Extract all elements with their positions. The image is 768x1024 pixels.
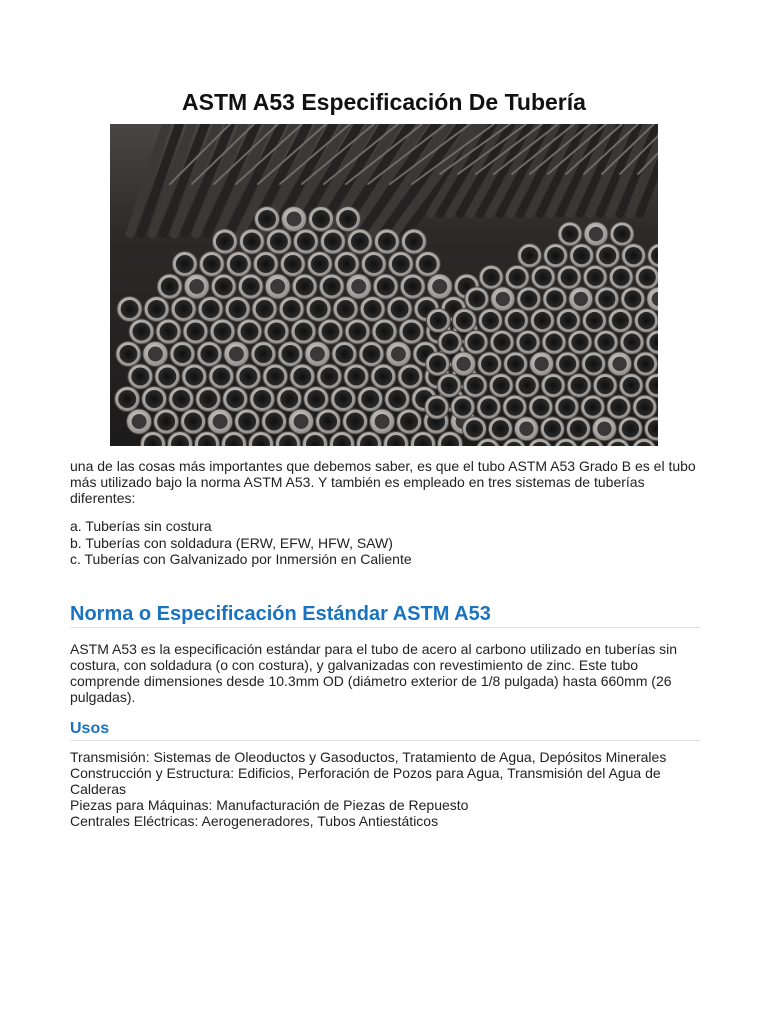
pipe-end-icon (373, 274, 398, 299)
uses-divider (70, 740, 700, 741)
pipe-end-icon (263, 364, 288, 389)
pipe-end-icon (568, 330, 592, 354)
pipe-end-icon (634, 352, 658, 376)
pipe-end-icon (517, 287, 541, 311)
pipe-end-icon (142, 387, 167, 412)
pipe-end-icon (360, 297, 385, 322)
pipe-end-icon (252, 297, 277, 322)
pipe-end-icon (582, 352, 606, 376)
pipe-end-icon (504, 352, 528, 376)
pipe-end-icon (155, 364, 180, 389)
pipe-end-icon (594, 330, 618, 354)
pipe-end-icon (210, 319, 235, 344)
pipe-end-icon (558, 222, 582, 246)
pipe-end-icon (633, 395, 657, 419)
pipe-end-icon (183, 319, 208, 344)
pipe-end-icon (592, 417, 616, 441)
pipe-end-icon (584, 222, 608, 246)
pipe-end-icon (277, 387, 302, 412)
pipe-end-icon (304, 387, 329, 412)
pipe-end-icon (358, 387, 383, 412)
pipe-end-icon (278, 342, 303, 367)
pipe-end-icon (225, 297, 250, 322)
pipe-end-icon (596, 244, 620, 268)
pipe-end-icon (129, 319, 154, 344)
pipe-end-icon (386, 342, 411, 367)
pipe-end-icon (157, 274, 182, 299)
pipe-end-icon (608, 352, 632, 376)
pipe-end-icon (265, 274, 290, 299)
list-item: Construcción y Estructura: Edificios, Perforación de Pozos para Agua, Transmisión del Agua de Calderas (70, 765, 661, 797)
pipe-end-icon (609, 265, 633, 289)
pipe-end-icon (172, 252, 197, 277)
pipe-end-icon (250, 387, 275, 412)
pipe-end-icon (208, 409, 233, 434)
pipe-end-icon (374, 229, 399, 254)
section-body (70, 641, 700, 705)
pipe-end-icon (282, 207, 307, 232)
pipe-end-icon (555, 395, 579, 419)
pipe-end-icon (438, 330, 462, 354)
pipe-end-icon (291, 319, 316, 344)
pipe-end-icon (154, 409, 179, 434)
pipe-end-icon (182, 364, 207, 389)
pipe-end-icon (595, 287, 619, 311)
list-item: Piezas para Máquinas: Manufacturación de Piezas de Repuesto (70, 797, 469, 813)
pipe-end-icon (320, 229, 345, 254)
pipe-end-icon (437, 373, 461, 397)
pipe-end-icon (490, 330, 514, 354)
pipe-end-icon (307, 252, 332, 277)
pipe-end-icon (514, 417, 538, 441)
pipe-end-icon (465, 287, 489, 311)
pipe-end-icon (619, 373, 643, 397)
section-body-text: ASTM A53 es la especificación estándar para el tubo de acero al carbono utilizado en tuberías sin costura, con soldadura (o con costura), y galvanizadas con revestimiento de zinc. Este tubo comprende dimensiones desde 10.3mm OD (diámetro exterior de 1/8 pulgada) hasta 660mm (26 pulgadas). (70, 641, 678, 705)
pipe-end-icon (262, 409, 287, 434)
pipe-end-icon (347, 229, 372, 254)
pipe-end-icon (237, 319, 262, 344)
pipe-end-icon (607, 395, 631, 419)
pipe-end-icon (504, 309, 528, 333)
uses-list (70, 749, 700, 829)
pipe-end-icon (401, 229, 426, 254)
pipe-end-icon (505, 265, 529, 289)
pipe-end-icon (359, 342, 384, 367)
pipe-end-icon (387, 297, 412, 322)
pipe-end-icon (144, 297, 169, 322)
pipe-end-icon (529, 395, 553, 419)
pipe-end-icon (345, 319, 370, 344)
pipe-end-icon (530, 352, 554, 376)
pipe-end-icon (540, 417, 564, 441)
pipe-end-icon (309, 207, 334, 232)
pipe-end-icon (556, 352, 580, 376)
pipe-end-icon (516, 330, 540, 354)
pipe-end-icon (397, 409, 422, 434)
pipe-end-icon (543, 287, 567, 311)
pipe-end-icon (255, 207, 280, 232)
pipe-end-icon (171, 297, 196, 322)
intro-paragraph (70, 458, 700, 506)
pipe-end-icon (266, 229, 291, 254)
pipe-end-icon (622, 244, 646, 268)
pipe-end-icon (620, 330, 644, 354)
pipe-end-icon (531, 265, 555, 289)
heading-divider (70, 627, 700, 628)
pipe-end-icon (332, 342, 357, 367)
pipe-end-icon (567, 373, 591, 397)
pipe-end-icon (515, 373, 539, 397)
pipe-end-icon (317, 364, 342, 389)
pipe-end-icon (400, 274, 425, 299)
pipe-end-icon (344, 364, 369, 389)
list-item: a. Tuberías sin costura (70, 518, 212, 534)
pipe-end-icon (570, 244, 594, 268)
pipe-end-icon (333, 297, 358, 322)
list-item: Transmisión: Sistemas de Oleoductos y Gasoductos, Tratamiento de Agua, Depósitos Minerales (70, 749, 667, 765)
pipe-end-icon (491, 287, 515, 311)
pipe-end-icon (198, 297, 223, 322)
pipe-end-icon (127, 409, 152, 434)
pipe-end-icon (583, 265, 607, 289)
pipe-end-icon (156, 319, 181, 344)
pipe-end-icon (463, 373, 487, 397)
pipe-end-icon (211, 274, 236, 299)
pipe-end-icon (452, 309, 476, 333)
pipe-end-icon (542, 330, 566, 354)
pipe-end-icon (385, 387, 410, 412)
pipe-end-icon (415, 252, 440, 277)
pipe-end-icon (398, 364, 423, 389)
pipe-end-icon (370, 409, 395, 434)
pipe-end-icon (239, 229, 264, 254)
pipe-end-icon (488, 417, 512, 441)
pipe-end-icon (236, 364, 261, 389)
pipe-end-icon (235, 409, 260, 434)
pipe-end-icon (209, 364, 234, 389)
pipe-end-icon (464, 330, 488, 354)
pipe-end-icon (478, 309, 502, 333)
pipe-end-icon (608, 309, 632, 333)
pipe-end-icon (143, 342, 168, 367)
pipe-end-icon (556, 309, 580, 333)
pipe-end-icon (372, 319, 397, 344)
pipe-end-icon (196, 387, 221, 412)
pipe-end-icon (223, 387, 248, 412)
pipe-end-icon (503, 395, 527, 419)
pipe-end-icon (316, 409, 341, 434)
pipe-systems-list (70, 518, 700, 568)
pipe-end-icon (279, 297, 304, 322)
pipe-end-icon (197, 342, 222, 367)
pipe-end-icon (582, 309, 606, 333)
pipe-end-icon (346, 274, 371, 299)
uses-heading: Usos (70, 720, 110, 737)
pipe-end-icon (115, 387, 140, 412)
pipe-end-icon (212, 229, 237, 254)
pipe-end-icon (290, 364, 315, 389)
pipe-end-icon (427, 274, 452, 299)
pipe-end-icon (280, 252, 305, 277)
page-title: ASTM A53 Especificación De Tubería (182, 89, 586, 115)
pipe-end-icon (635, 265, 658, 289)
pipe-end-icon (224, 342, 249, 367)
pipe-end-icon (289, 409, 314, 434)
pipe-end-icon (199, 252, 224, 277)
pipe-end-icon (593, 373, 617, 397)
pipe-end-icon (452, 352, 476, 376)
pipe-end-icon (569, 287, 593, 311)
pipe-end-icon (518, 244, 542, 268)
pipe-end-icon (361, 252, 386, 277)
pipe-end-icon (388, 252, 413, 277)
pipe-end-icon (117, 297, 142, 322)
pipe-end-icon (181, 409, 206, 434)
pipe-end-icon (293, 229, 318, 254)
pipe-end-icon (264, 319, 289, 344)
pipe-end-icon (169, 387, 194, 412)
pipe-end-icon (462, 417, 486, 441)
pipe-end-icon (253, 252, 278, 277)
pipe-end-icon (319, 274, 344, 299)
pipe-end-icon (451, 395, 475, 419)
pipe-end-icon (399, 319, 424, 344)
pipe-end-icon (318, 319, 343, 344)
pipe-end-icon (371, 364, 396, 389)
pipe-end-icon (343, 409, 368, 434)
pipe-end-icon (306, 297, 331, 322)
pipe-end-icon (426, 309, 450, 333)
pipe-end-icon (489, 373, 513, 397)
pipe-end-icon (479, 265, 503, 289)
pipe-end-icon (634, 309, 658, 333)
pipe-end-icon (477, 395, 501, 419)
pipe-end-icon (334, 252, 359, 277)
pipe-end-icon (331, 387, 356, 412)
intro-text: una de las cosas más importantes que debemos saber, es que el tubo ASTM A53 Grado B es el tubo más utilizado bajo la norma ASTM A53. Y también es empleado en tres sistemas de tuberías diferentes: (70, 458, 696, 506)
pipe-end-icon (581, 395, 605, 419)
pipe-end-icon (170, 342, 195, 367)
pipe-end-icon (336, 207, 361, 232)
list-item: Centrales Eléctricas: Aerogeneradores, Tubos Antiestáticos (70, 813, 439, 829)
pipe-end-icon (541, 373, 565, 397)
pipe-end-icon (128, 364, 153, 389)
list-item: b. Tuberías con soldadura (ERW, EFW, HFW, SAW) (70, 534, 393, 551)
pipe-end-icon (618, 417, 642, 441)
steel-pipes-photo (110, 124, 658, 446)
pipe-end-icon (478, 352, 502, 376)
pipe-end-icon (426, 352, 450, 376)
pipe-end-icon (544, 244, 568, 268)
list-item: c. Tuberías con Galvanizado por Inmersión en Caliente (70, 551, 412, 567)
pipe-end-icon (226, 252, 251, 277)
pipe-end-icon (425, 395, 449, 419)
pipe-end-icon (621, 287, 645, 311)
section-heading: Norma o Especificación Estándar ASTM A53 (70, 603, 491, 625)
pipe-end-icon (557, 265, 581, 289)
pipe-end-icon (251, 342, 276, 367)
pipe-end-icon (238, 274, 263, 299)
pipe-end-icon (305, 342, 330, 367)
pipe-end-icon (184, 274, 209, 299)
pipe-end-icon (116, 342, 141, 367)
pipe-end-icon (566, 417, 590, 441)
pipe-end-icon (292, 274, 317, 299)
pipe-end-icon (610, 222, 634, 246)
pipe-end-icon (530, 309, 554, 333)
